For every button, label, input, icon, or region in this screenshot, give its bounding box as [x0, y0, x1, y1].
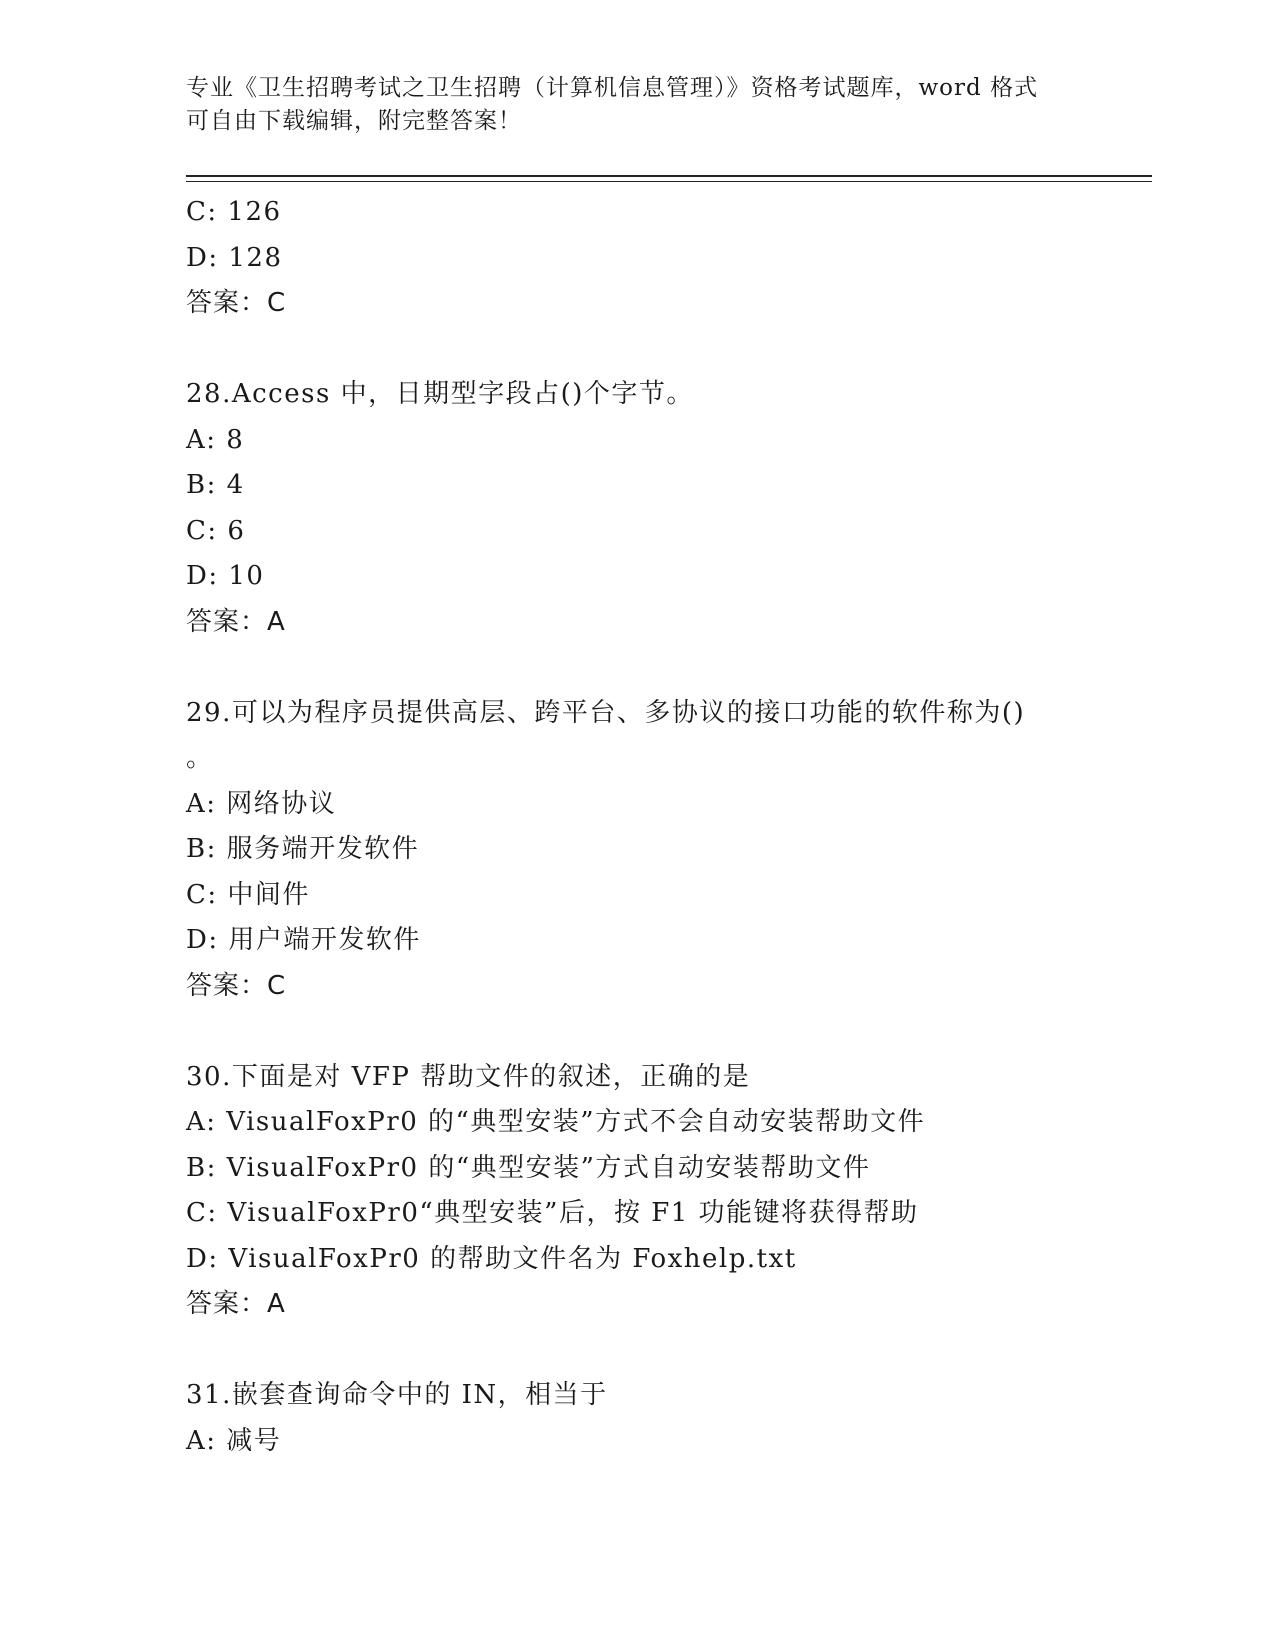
option-d: D: 用户端开发软件: [186, 925, 421, 955]
option-d: D: VisualFoxPr0 的帮助文件名为 Foxhelp.txt: [186, 1243, 797, 1274]
question-31: [186, 1373, 1086, 1464]
question-spacer: [186, 1328, 1086, 1374]
header-divider-thick: [186, 175, 1152, 177]
option-d: D: 10: [186, 561, 265, 591]
question-spacer: [186, 1009, 1086, 1055]
question-title-wrap: 。: [186, 743, 213, 773]
answer-line: 答案：A: [186, 1289, 286, 1319]
option-a: A: 8: [186, 424, 245, 455]
question-spacer: [186, 645, 1086, 691]
question-title: 31.嵌套查询命令中的 IN，相当于: [186, 1380, 608, 1410]
option-c: C: 中间件: [186, 879, 310, 910]
question-content: [186, 190, 1086, 1464]
option-a: A: 网络协议: [186, 788, 337, 819]
option-c: C: 6: [186, 515, 246, 546]
answer-line: 答案：A: [186, 606, 286, 637]
prev-question-block: [186, 190, 1086, 327]
option-a: A: 减号: [186, 1425, 282, 1456]
option-c: C: 126: [186, 197, 282, 227]
header-line-1: 专业《卫生招聘考试之卫生招聘（计算机信息管理）》资格考试题库，word 格式: [186, 75, 1039, 101]
question-30: [186, 1055, 1086, 1328]
option-a: A: VisualFoxPr0 的“典型安装”方式不会自动安装帮助文件: [186, 1107, 926, 1137]
question-28: [186, 372, 1086, 645]
page-header: [186, 72, 1086, 138]
option-b: B: VisualFoxPr0 的“典型安装”方式自动安装帮助文件: [186, 1152, 871, 1183]
question-29: [186, 691, 1086, 1010]
option-b: B: 服务端开发软件: [186, 834, 420, 864]
question-spacer: [186, 327, 1086, 373]
option-d: D: 128: [186, 242, 283, 273]
answer-line: 答案：C: [186, 970, 287, 1001]
header-divider-thin: [186, 181, 1152, 182]
option-b: B: 4: [186, 470, 245, 500]
question-title: 28.Access 中，日期型字段占()个字节。: [186, 379, 694, 409]
header-line-2: 可自由下载编辑，附完整答案！: [186, 108, 522, 134]
answer-line: 答案：C: [186, 288, 287, 318]
option-c: C: VisualFoxPr0“典型安装”后，按 F1 功能键将获得帮助: [186, 1198, 919, 1228]
question-title: 29.可以为程序员提供高层、跨平台、多协议的接口功能的软件称为(): [186, 697, 1026, 728]
question-title: 30.下面是对 VFP 帮助文件的叙述，正确的是: [186, 1061, 751, 1092]
